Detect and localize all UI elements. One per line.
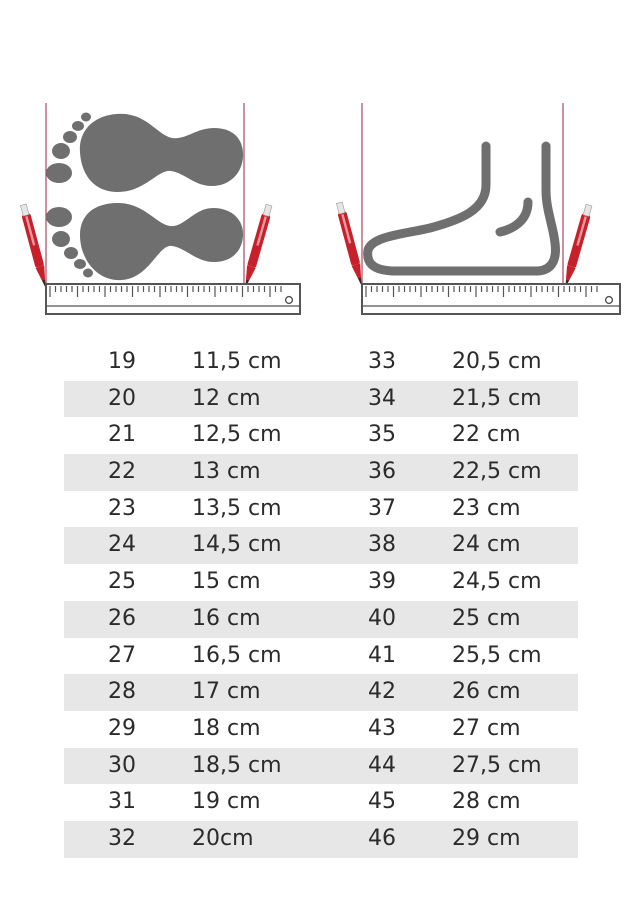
upper-toe — [63, 131, 77, 143]
ankle-curve — [500, 202, 528, 232]
eu-size-cell: 34 — [368, 385, 396, 411]
table-row — [64, 601, 578, 638]
eu-size-cell: 37 — [368, 495, 396, 521]
foot-length-cell: 26 cm — [452, 679, 521, 705]
eu-size-cell: 21 — [108, 422, 136, 448]
foot-length-cell: 13 cm — [192, 459, 261, 485]
foot-length-cell: 29 cm — [452, 825, 521, 851]
right-pencil-icon — [561, 204, 593, 289]
right-ruler — [362, 284, 620, 314]
foot-length-cell: 14,5 cm — [192, 532, 282, 558]
foot-length-cell: 28 cm — [452, 789, 521, 815]
lower-toe — [74, 259, 86, 269]
right-pencil-icon — [241, 204, 273, 289]
foot-length-cell: 27,5 cm — [452, 752, 542, 778]
foot-side-view — [335, 103, 620, 314]
eu-size-cell: 27 — [108, 642, 136, 668]
measurement-illustration — [0, 0, 640, 330]
eu-size-cell: 29 — [108, 715, 136, 741]
eu-size-cell: 31 — [108, 789, 136, 815]
foot-length-cell: 11,5 cm — [192, 349, 282, 374]
foot-length-cell: 27 cm — [452, 715, 521, 741]
foot-length-cell: 24 cm — [452, 532, 521, 558]
table-row — [64, 784, 578, 821]
foot-length-cell: 12,5 cm — [192, 422, 282, 448]
table-row — [64, 748, 578, 785]
table-row — [64, 674, 578, 711]
foot-length-cell: 25,5 cm — [452, 642, 542, 668]
foot-length-cell: 21,5 cm — [452, 385, 542, 411]
eu-size-cell: 19 — [108, 349, 136, 374]
left-pencil-icon — [19, 204, 50, 289]
table-row — [64, 711, 578, 748]
eu-size-cell: 45 — [368, 789, 396, 815]
eu-size-cell: 33 — [368, 349, 396, 374]
eu-size-cell: 32 — [108, 825, 136, 851]
foot-length-cell: 22,5 cm — [452, 459, 542, 485]
table-row — [64, 821, 578, 858]
table-row — [64, 491, 578, 528]
foot-length-cell: 13,5 cm — [192, 495, 282, 521]
eu-size-cell: 44 — [368, 752, 396, 778]
eu-size-cell: 24 — [108, 532, 136, 558]
lower-toe — [52, 231, 70, 247]
foot-length-cell: 12 cm — [192, 385, 261, 411]
table-row — [64, 527, 578, 564]
upper-toe — [81, 113, 91, 122]
eu-size-cell: 22 — [108, 459, 136, 485]
eu-size-cell: 43 — [368, 715, 396, 741]
lower-big-toe — [46, 207, 72, 227]
lower-footprint — [80, 203, 243, 280]
size-table — [64, 344, 578, 858]
foot-length-cell: 22 cm — [452, 422, 521, 448]
left-ruler — [46, 284, 300, 314]
eu-size-cell: 28 — [108, 679, 136, 705]
foot-length-cell: 18,5 cm — [192, 752, 282, 778]
table-row — [64, 344, 578, 381]
foot-length-cell: 19 cm — [192, 789, 261, 815]
table-row — [64, 564, 578, 601]
eu-size-cell: 42 — [368, 679, 396, 705]
eu-size-cell: 26 — [108, 605, 136, 631]
foot-length-cell: 17 cm — [192, 679, 261, 705]
upper-big-toe — [46, 163, 72, 183]
eu-size-cell: 40 — [368, 605, 396, 631]
eu-size-cell: 25 — [108, 569, 136, 595]
lower-toe — [83, 269, 93, 278]
foot-length-cell: 16 cm — [192, 605, 261, 631]
eu-size-cell: 30 — [108, 752, 136, 778]
foot-length-cell: 20,5 cm — [452, 349, 542, 374]
upper-toe — [72, 121, 84, 131]
lower-toe — [64, 247, 78, 259]
table-row — [64, 638, 578, 675]
left-pencil-icon — [335, 202, 366, 287]
eu-size-cell: 36 — [368, 459, 396, 485]
eu-size-cell: 38 — [368, 532, 396, 558]
foot-length-cell: 18 cm — [192, 715, 261, 741]
feet-top-view — [19, 103, 300, 314]
table-row — [64, 454, 578, 491]
eu-size-cell: 35 — [368, 422, 396, 448]
upper-footprint — [80, 114, 243, 192]
eu-size-cell: 39 — [368, 569, 396, 595]
eu-size-cell: 20 — [108, 385, 136, 411]
eu-size-cell: 41 — [368, 642, 396, 668]
eu-size-cell: 46 — [368, 825, 396, 851]
table-row — [64, 417, 578, 454]
table-row — [64, 381, 578, 418]
foot-length-cell: 25 cm — [452, 605, 521, 631]
foot-length-cell: 24,5 cm — [452, 569, 542, 595]
upper-toe — [52, 143, 70, 159]
foot-length-cell: 15 cm — [192, 569, 261, 595]
foot-length-cell: 23 cm — [452, 495, 521, 521]
foot-length-cell: 20cm — [192, 825, 254, 851]
foot-length-cell: 16,5 cm — [192, 642, 282, 668]
eu-size-cell: 23 — [108, 495, 136, 521]
